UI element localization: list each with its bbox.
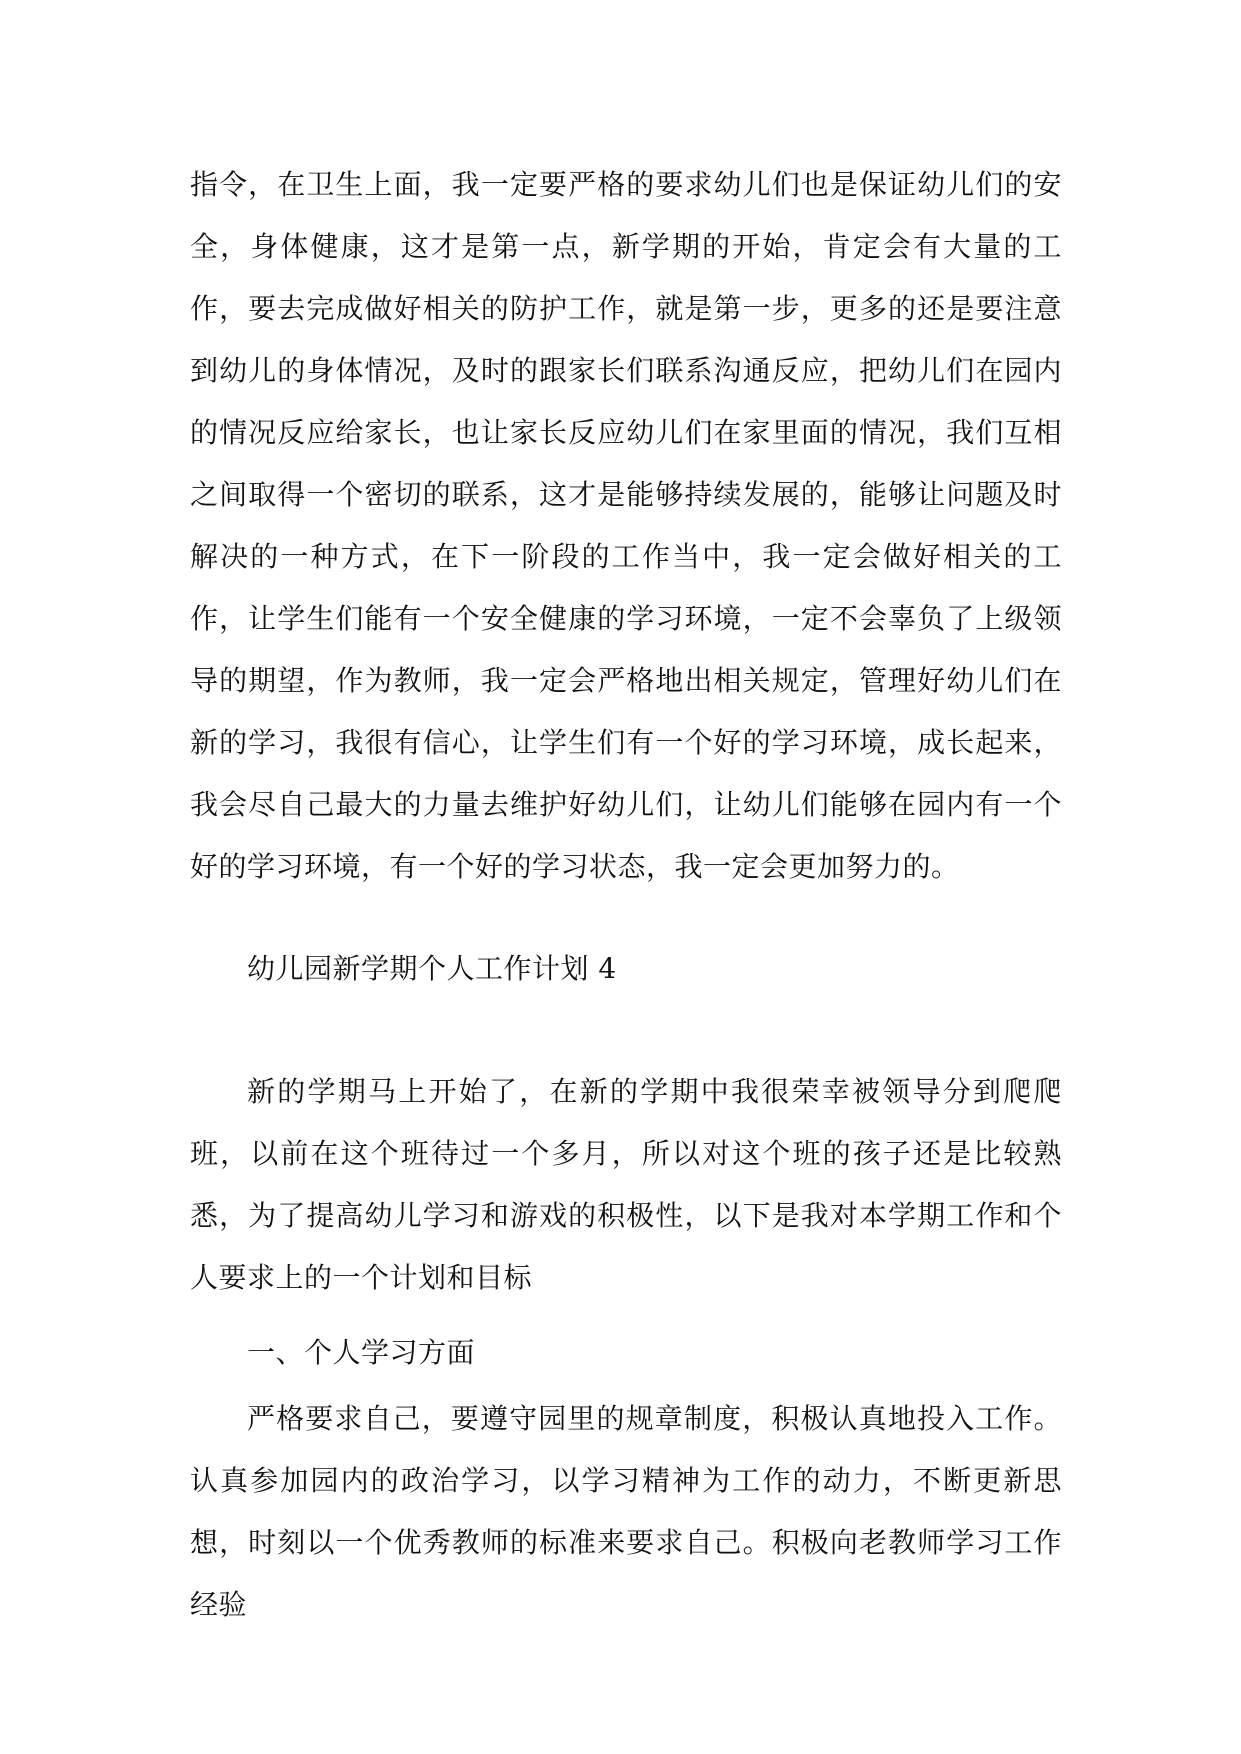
body-paragraph: 指令，在卫生上面，我一定要严格的要求幼儿们也是保证幼儿们的安全，身体健康，这才是第一点，新学期的开始，肯定会有大量的工作，要去完成做好相关的防护工作，就是第一步，更多的还是要注意到幼儿的身体情况，及时的跟家长们联系沟通反应，把幼儿们在园内的情况反应给家长，也让家长反应幼儿们在家里面的情况，我们互相之间取得一个密切的联系，这才是能够持续发展的，能够让问题及时解决的一种方式，在下一阶段的工作当中，我一定会做好相关的工作，让学生们能有一个安全健康的学习环境，一定不会辜负了上级领导的期望，作为教师，我一定会严格地出相关规定，管理好幼儿们在新的学习，我很有信心，让学生们有一个好的学习环境，成长起来，我会尽自己最大的力量去维护好幼儿们，让幼儿们能够在园内有一个好的学习环境，有一个好的学习状态，我一定会更加努力的。 xyxy=(190,168,1062,883)
body-paragraph: 严格要求自己，要遵守园里的规章制度，积极认真地投入工作。认真参加园内的政治学习，以学习精神为工作的动力，不断更新思想，时刻以一个优秀教师的标准来要求自己。积极向老教师学习工作经验 xyxy=(190,1402,1062,1621)
subsection-heading: 一、个人学习方面 xyxy=(247,1336,476,1369)
section-heading: 幼儿园新学期个人工作计划 4 xyxy=(247,952,617,985)
body-paragraph: 新的学期马上开始了，在新的学期中我很荣幸被领导分到爬爬班，以前在这个班待过一个多月，所以对这个班的孩子还是比较熟悉，为了提高幼儿学习和游戏的积极性，以下是我对本学期工作和个人要求上的一个计划和目标 xyxy=(190,1075,1062,1294)
